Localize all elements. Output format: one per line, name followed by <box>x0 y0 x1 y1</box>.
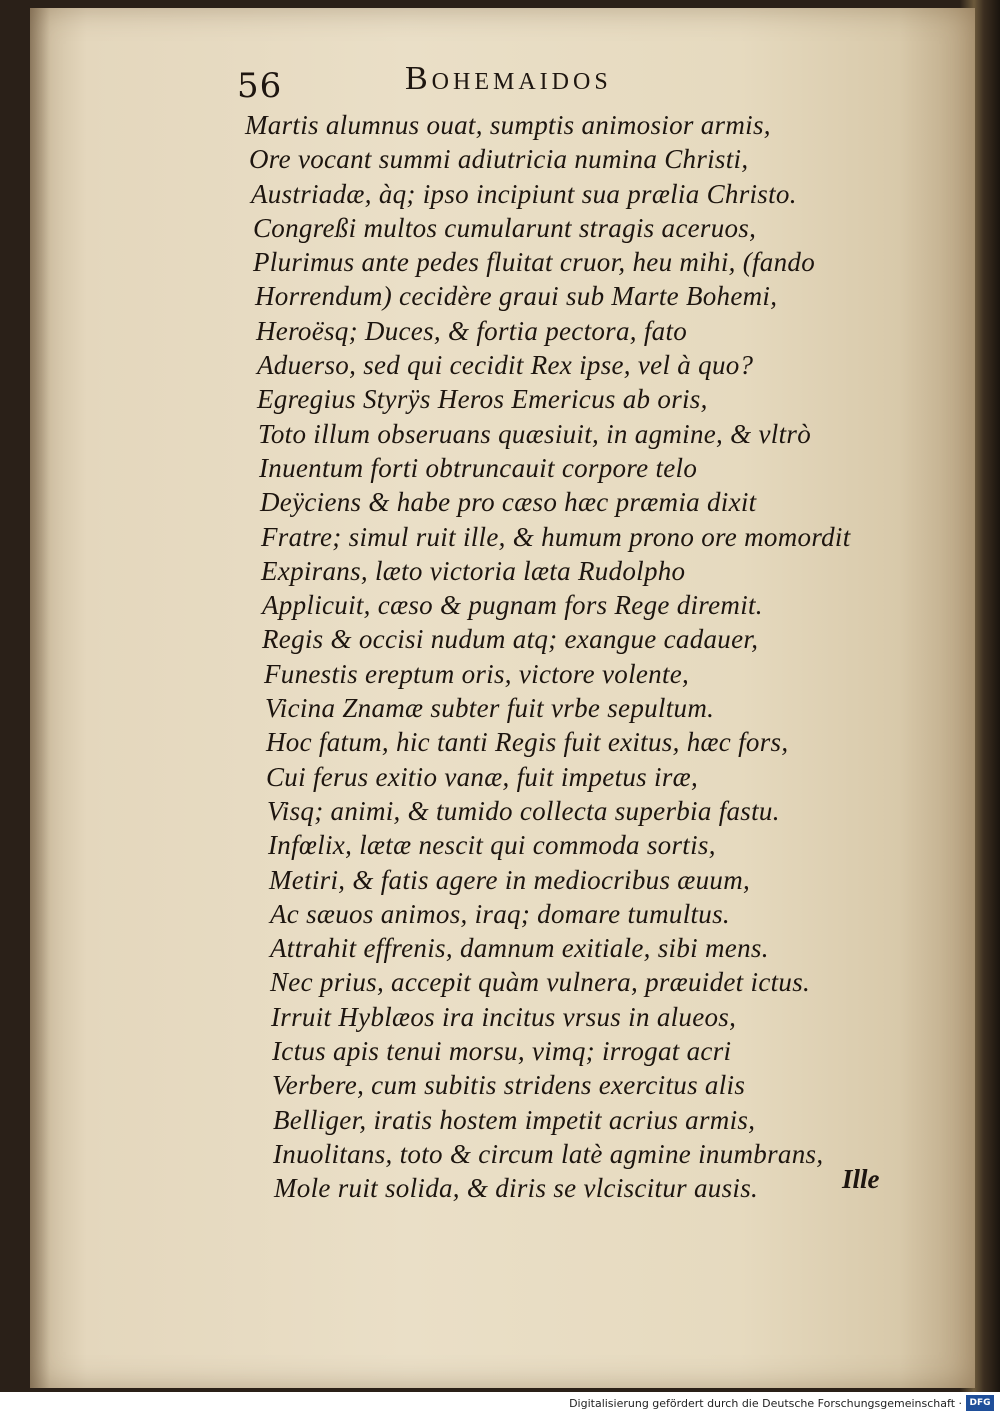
verse-line: Metiri, & fatis agere in mediocribus æuum, <box>269 864 751 895</box>
verse-line: Hoc fatum, hic tanti Regis fuit exitus, hæc fors, <box>266 727 789 758</box>
page-number: 56 <box>237 66 283 106</box>
verse-line: Funestis ereptum oris, victore volente, <box>264 658 690 689</box>
verse-line: Irruit Hyblæos ira incitus vrsus in alueos, <box>271 1001 737 1032</box>
verse-line: Egregius Styrÿs Heros Emericus ab oris, <box>257 384 708 415</box>
footer-bar <box>0 1392 1000 1416</box>
catchword: Ille <box>842 1164 880 1194</box>
verse-line: Aduerso, sed qui cecidit Rex ipse, vel à quo? <box>257 350 754 381</box>
verse-line: Expirans, læto victoria læta Rudolpho <box>261 555 686 586</box>
verse-line: Applicuit, cæso & pugnam fors Rege diremit. <box>262 590 763 621</box>
verse-line: Vicina Znamæ subter fuit vrbe sepultum. <box>265 693 715 724</box>
verse-line: Visq; animi, & tumido collecta superbia fastu. <box>267 795 780 826</box>
verse-line: Cui ferus exitio vanæ, fuit impetus iræ, <box>266 761 698 792</box>
verse-line: Austriadæ, àq; ipso incipiunt sua prælia Christo. <box>251 178 797 209</box>
page-gutter-shadow <box>30 8 50 1388</box>
verse-line: Ore vocant summi adiutricia numina Christi, <box>249 144 749 175</box>
funding-credit: Digitalisierung gefördert durch die Deutsche Forschungsgemeinschaft · <box>569 1397 962 1410</box>
verse-line: Verbere, cum subitis stridens exercitus alis <box>272 1070 746 1101</box>
verse-line: Mole ruit solida, & diris se vlciscitur ausis. <box>274 1173 759 1204</box>
verse-line: Fratre; simul ruit ille, & humum prono ore momordit <box>261 521 851 552</box>
dfg-logo: DFG <box>966 1395 994 1411</box>
verse-line: Attrahit effrenis, damnum exitiale, sibi mens. <box>270 933 769 964</box>
running-head: Bohemaidos <box>405 60 612 97</box>
verse-line: Heroësq; Duces, & fortia pectora, fato <box>256 315 688 346</box>
verse-line: Plurimus ante pedes fluitat cruor, heu mihi, (fando <box>253 247 816 278</box>
verse-line: Horrendum) cecidère graui sub Marte Bohemi, <box>255 281 778 312</box>
verse-line: Ictus apis tenui morsu, vimq; irrogat acri <box>272 1036 732 1067</box>
verse-line: Inuolitans, toto & circum latè agmine inumbrans, <box>273 1138 824 1169</box>
verse-line: Toto illum obseruans quæsiuit, in agmine, & vltrò <box>258 418 811 449</box>
verse-line: Belliger, iratis hostem impetit acrius armis, <box>273 1104 756 1135</box>
verse-line: Ac sæuos animos, iraq; domare tumultus. <box>270 898 730 929</box>
verse-line: Regis & occisi nudum atq; exangue cadauer, <box>262 624 759 655</box>
verse-line: Infœlix, lætæ nescit qui commoda sortis, <box>268 830 716 861</box>
verse-line: Nec prius, accepit quàm vulnera, præuidet ictus. <box>270 967 811 998</box>
verse-line: Inuentum forti obtruncauit corpore telo <box>259 452 698 483</box>
verse-line: Congreßi multos cumularunt stragis aceruos, <box>253 212 757 243</box>
verse-list <box>245 108 885 1206</box>
verse-line: Deÿciens & habe pro cæso hæc præmia dixit <box>260 487 757 518</box>
verse-line: Martis alumnus ouat, sumptis animosior armis, <box>245 110 771 140</box>
